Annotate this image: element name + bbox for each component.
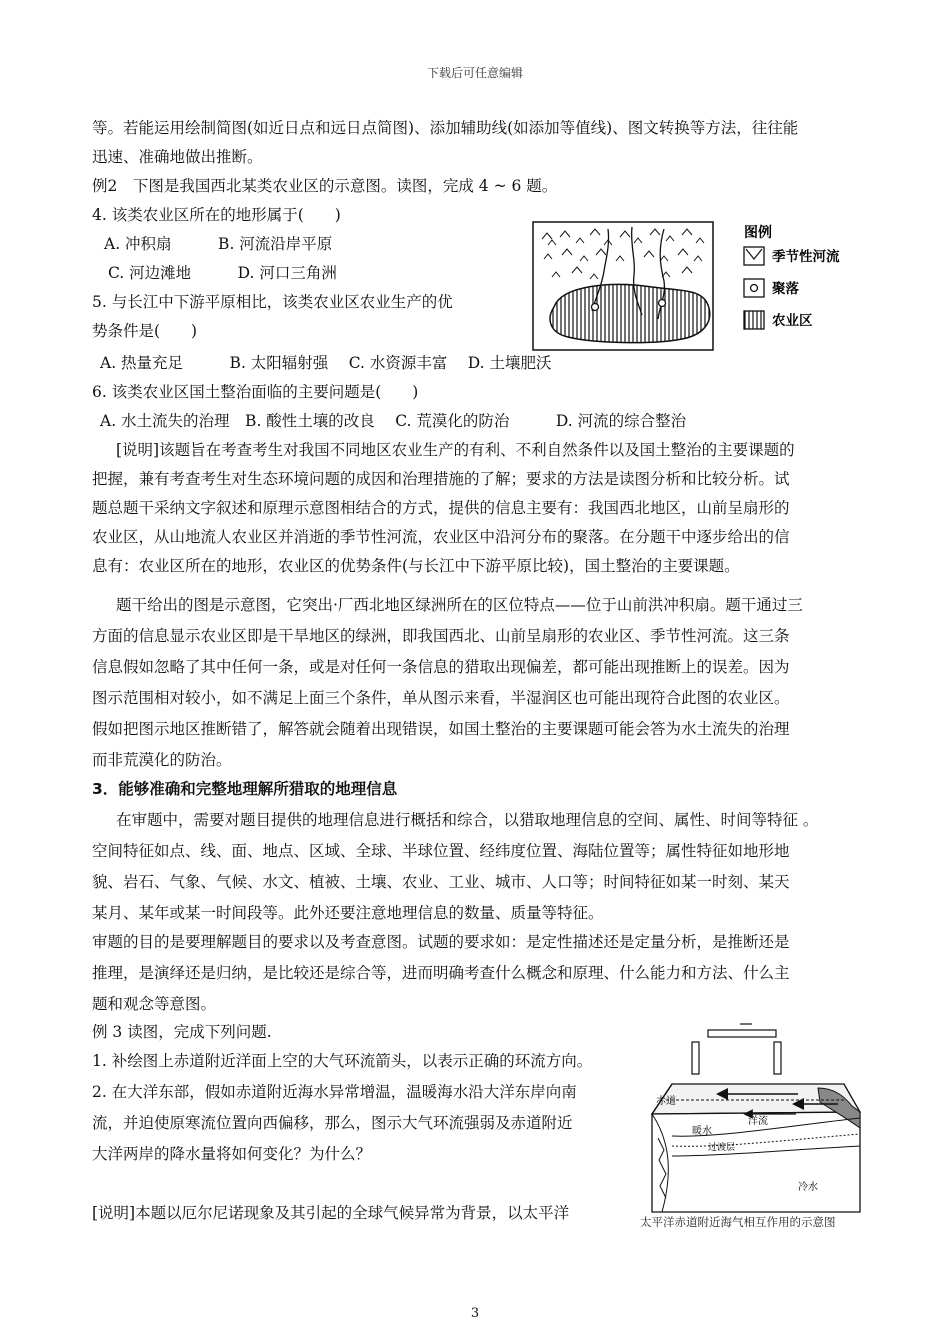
example-2-title: 例2 下图是我国西北某类农业区的示意图。读图，完成 4 ~ 6 题。 [92, 177, 558, 195]
agricultural-area-figure [532, 215, 868, 355]
legend-farm-label: 农业区 [772, 313, 813, 329]
body-line: 题和观念等意图。 [92, 995, 217, 1013]
example-3-q2-cont: 流，并迫使原寒流位置向西偏移，那么，图示大气环流强弱及赤道附近 [92, 1114, 573, 1132]
legend-river-label: 季节性河流 [772, 249, 840, 265]
explanation-line: 方面的信息显示农业区即是干旱地区的绿洲，即我国西北、山前呈扇形的农业区、季节性河流。这三条 [92, 627, 790, 645]
example-3-title: 例 3 读图，完成下列问题. [92, 1023, 272, 1041]
section-heading: 3．能够准确和完整地理解所猎取的地理信息 [92, 780, 398, 798]
explanation-line: [说明]本题以厄尔尼诺现象及其引起的全球气候异常为背景，以太平洋 [92, 1204, 570, 1222]
farm-area [550, 284, 710, 342]
body-line: 在审题中，需要对题目提供的地理信息进行概括和综合，以猎取地理信息的空间、属性、时间等特征 。 [116, 811, 819, 829]
explanation-line: [说明]该题旨在考查考生对我国不同地区农业生产的有利、不利自然条件以及国土整治的主要课题的 [116, 441, 795, 459]
current-label: 洋流 [748, 1116, 768, 1127]
settlement-icon [751, 285, 758, 292]
warm-water-label: 暖水 [692, 1126, 712, 1137]
question-5: 5. 与长江中下游平原相比，该类农业区农业生产的优 [92, 293, 453, 311]
question-4: 4. 该类农业区所在的地形属于( ) [92, 206, 341, 224]
settlement-dot [592, 304, 599, 311]
page-number: 3 [470, 1306, 480, 1321]
example-3-q1: 1. 补绘图上赤道附近洋面上空的大气环流箭头，以表示正确的环流方向。 [92, 1052, 593, 1070]
question-6: 6. 该类农业区国土整治面临的主要问题是( ) [92, 383, 419, 401]
example-3-q2-cont: 大洋两岸的降水量将如何变化？为什么？ [92, 1145, 372, 1163]
explanation-line: 题干给出的图是示意图，它突出·厂西北地区绿洲所在的区位特点——位于山前洪冲积扇。题干通过三 [116, 596, 803, 614]
explanation-line: 息有：农业区所在的地形，农业区的优势条件(与长江中下游平原比较)，国土整治的主要课题。 [92, 557, 740, 575]
question-6-options: A. 水土流失的治理 B. 酸性土壤的改良 C. 荒漠化的防治 D. 河流的综合整治 [100, 412, 687, 430]
legend-settlement-label: 聚落 [772, 281, 799, 297]
body-line: 推理，是演绎还是归纳，是比较还是综合等，进而明确考查什么概念和原理、什么能力和方法、什么主 [92, 964, 790, 982]
ocean-atmosphere-figure [648, 1018, 872, 1236]
body-line: 审题的目的是要理解题目的要求以及考查意图。试题的要求如：是定性描述还是定量分析，是推断还是 [92, 933, 790, 951]
question-5-cont: 势条件是( ) [92, 322, 198, 340]
page-header: 下载后可任意编辑 [426, 66, 523, 80]
example-3-q2: 2. 在大洋东部，假如赤道附近海水异常增温，温暖海水沿大洋东岸向南 [92, 1083, 577, 1101]
question-4-options-cd: C. 河边滩地 D. 河口三角洲 [108, 264, 337, 282]
body-line: 空间特征如点、线、面、地点、区域、全球、半球位置、经纬度位置、海陆位置等；属性特征如地形地 [92, 842, 790, 860]
explanation-line: 农业区，从山地流人农业区并消逝的季节性河流，农业区中沿河分布的聚落。在分题干中逐步给出的信 [92, 528, 790, 546]
left-air-column [692, 1042, 699, 1074]
right-air-column [774, 1042, 781, 1074]
cold-water-label: 冷水 [798, 1182, 818, 1193]
explanation-line: 题总题干采纳文字叙述和原理示意图相结合的方式，提供的信息主要有：我国西北地区，山前呈扇形的 [92, 499, 790, 517]
explanation-line: 而非荒漠化的防治。 [92, 751, 232, 769]
figure-caption: 太平洋赤道附近海气相互作用的示意图 [640, 1215, 836, 1229]
farm-icon [744, 311, 764, 329]
explanation-line: 把握，兼有考查考生对生态环境问题的成因和治理措施的了解；要求的方法是读图分析和比较分析。试 [92, 470, 790, 488]
body-line: 貌、岩石、气象、气候、水文、植被、土壤、农业、工业、城市、人口等；时间特征如某一时刻、某天 [92, 873, 790, 891]
question-4-options-ab: A. 冲积扇 B. 河流沿岸平原 [104, 235, 333, 253]
body-line: 某月、某年或某一时间段等。此外还要注意地理信息的数量、质量等特征。 [92, 904, 604, 922]
question-5-options: A. 热量充足 B. 太阳辐射强 C. 水资源丰富 D. 土壤肥沃 [100, 354, 552, 372]
thermocline-label: 过渡层 [708, 1143, 736, 1153]
explanation-line: 假如把图示地区推断错了，解答就会随着出现错误，如国土整治的主要课题可能会答为水土流失的治理 [92, 720, 790, 738]
upper-air-bar [708, 1030, 776, 1037]
equator-label: 赤道 [656, 1096, 676, 1107]
ocean-block [652, 1112, 860, 1212]
explanation-line: 图示范围相对较小，如不满足上面三个条件，单从图示来看，半湿润区也可能出现符合此图的农业区。 [92, 689, 790, 707]
explanation-line: 信息假如忽略了其中任何一条，或是对任何一条信息的猎取出现偏差，都可能出现推断上的误差。因为 [92, 658, 790, 676]
settlement-dot [659, 300, 666, 307]
text-line: 迅速、准确地做出推断。 [92, 148, 263, 166]
legend-title: 图例 [744, 225, 772, 241]
text-line: 等。若能运用绘制简图(如近日点和远日点简图)、添加辅助线(如添加等值线)、图文转换等方法，往往能 [92, 119, 799, 137]
